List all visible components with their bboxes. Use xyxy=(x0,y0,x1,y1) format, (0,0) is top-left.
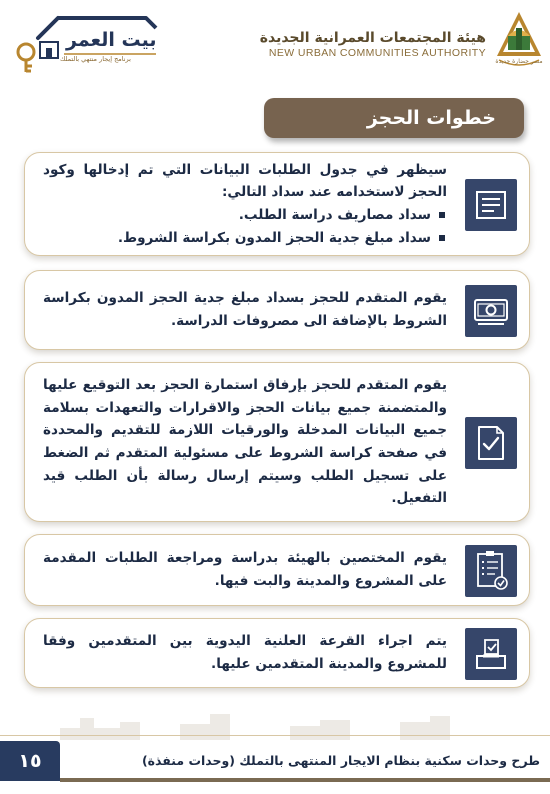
footer-divider xyxy=(0,735,550,736)
checklist-review-icon xyxy=(465,545,517,597)
step-card-1 xyxy=(24,152,530,256)
nuca-logo-caption: مصر حضارة جديدة xyxy=(495,58,543,65)
document-lines-icon xyxy=(465,179,517,231)
org-name-en: NEW URBAN COMMUNITIES AUTHORITY xyxy=(268,47,486,59)
step-card-2 xyxy=(24,270,530,350)
step-text-3: يقوم المتقدم للحجز بإرفاق استمارة الحجز بعد التوقيع عليها والمتضمنة جميع بيانات الحجز والاقرارات والتعهدات بسلامة جميع البيانات المدخلة والورقيات اللازمة للتقديم والمحددة في صفحة كراسة الشروط على مسئولية المتقدم ثم الضغط على تسجيل الطلب وسيتم إرسال رسالة بأن الطلب قيد التفعيل. xyxy=(43,377,447,507)
step-intro: سيظهر في جدول الطلبات البيانات التي تم إدخالها وكود الحجز لاستخدامه عند سداد التالي: xyxy=(43,161,447,201)
step-text-1 xyxy=(43,153,447,255)
step-card-3 xyxy=(24,362,530,522)
ballot-box-icon xyxy=(465,628,517,680)
footer-title: طرح وحدات سكنية بنظام الايجار المنتهى بالتملك (وحدات منفذة) xyxy=(141,753,540,768)
document-check-icon xyxy=(465,417,517,469)
step-text-2: يقوم المتقدم للحجز بسداد مبلغ جدية الحجز المدون بكراسة الشروط بالإضافة الى مصروفات الدراسة. xyxy=(43,290,447,329)
org-name-ar: هيئة المجتمعات العمرانية الجديدة xyxy=(259,30,486,46)
banknote-icon xyxy=(465,285,517,337)
page-number: ١٥ xyxy=(0,741,60,781)
step-text-4: يقوم المختصين بالهيئة بدراسة ومراجعة الطلبات المقدمة على المشروع والمدينة والبت فيها. xyxy=(43,550,447,589)
step-card-5 xyxy=(24,618,530,688)
step-text-5: يتم اجراء القرعة العلنية اليدوية بين المتقدمين وفقا للمشروع والمدينة المتقدمين عليها. xyxy=(43,633,447,672)
step-bullet-list xyxy=(43,204,447,249)
brand-tagline: برنامج إيجار منتهي بالتملك xyxy=(60,55,131,63)
footer-bar xyxy=(60,778,550,782)
list-item: سداد مبلغ جدية الحجز المدون بكراسة الشروط. xyxy=(43,227,431,250)
section-title: خطوات الحجز xyxy=(264,98,524,138)
brand-name: بيت العمر xyxy=(66,29,157,51)
list-item: سداد مصاريف دراسة الطلب. xyxy=(43,204,431,227)
step-card-4 xyxy=(24,534,530,606)
org-name xyxy=(260,30,486,60)
page-header xyxy=(0,0,550,92)
nuca-logo xyxy=(494,10,544,76)
